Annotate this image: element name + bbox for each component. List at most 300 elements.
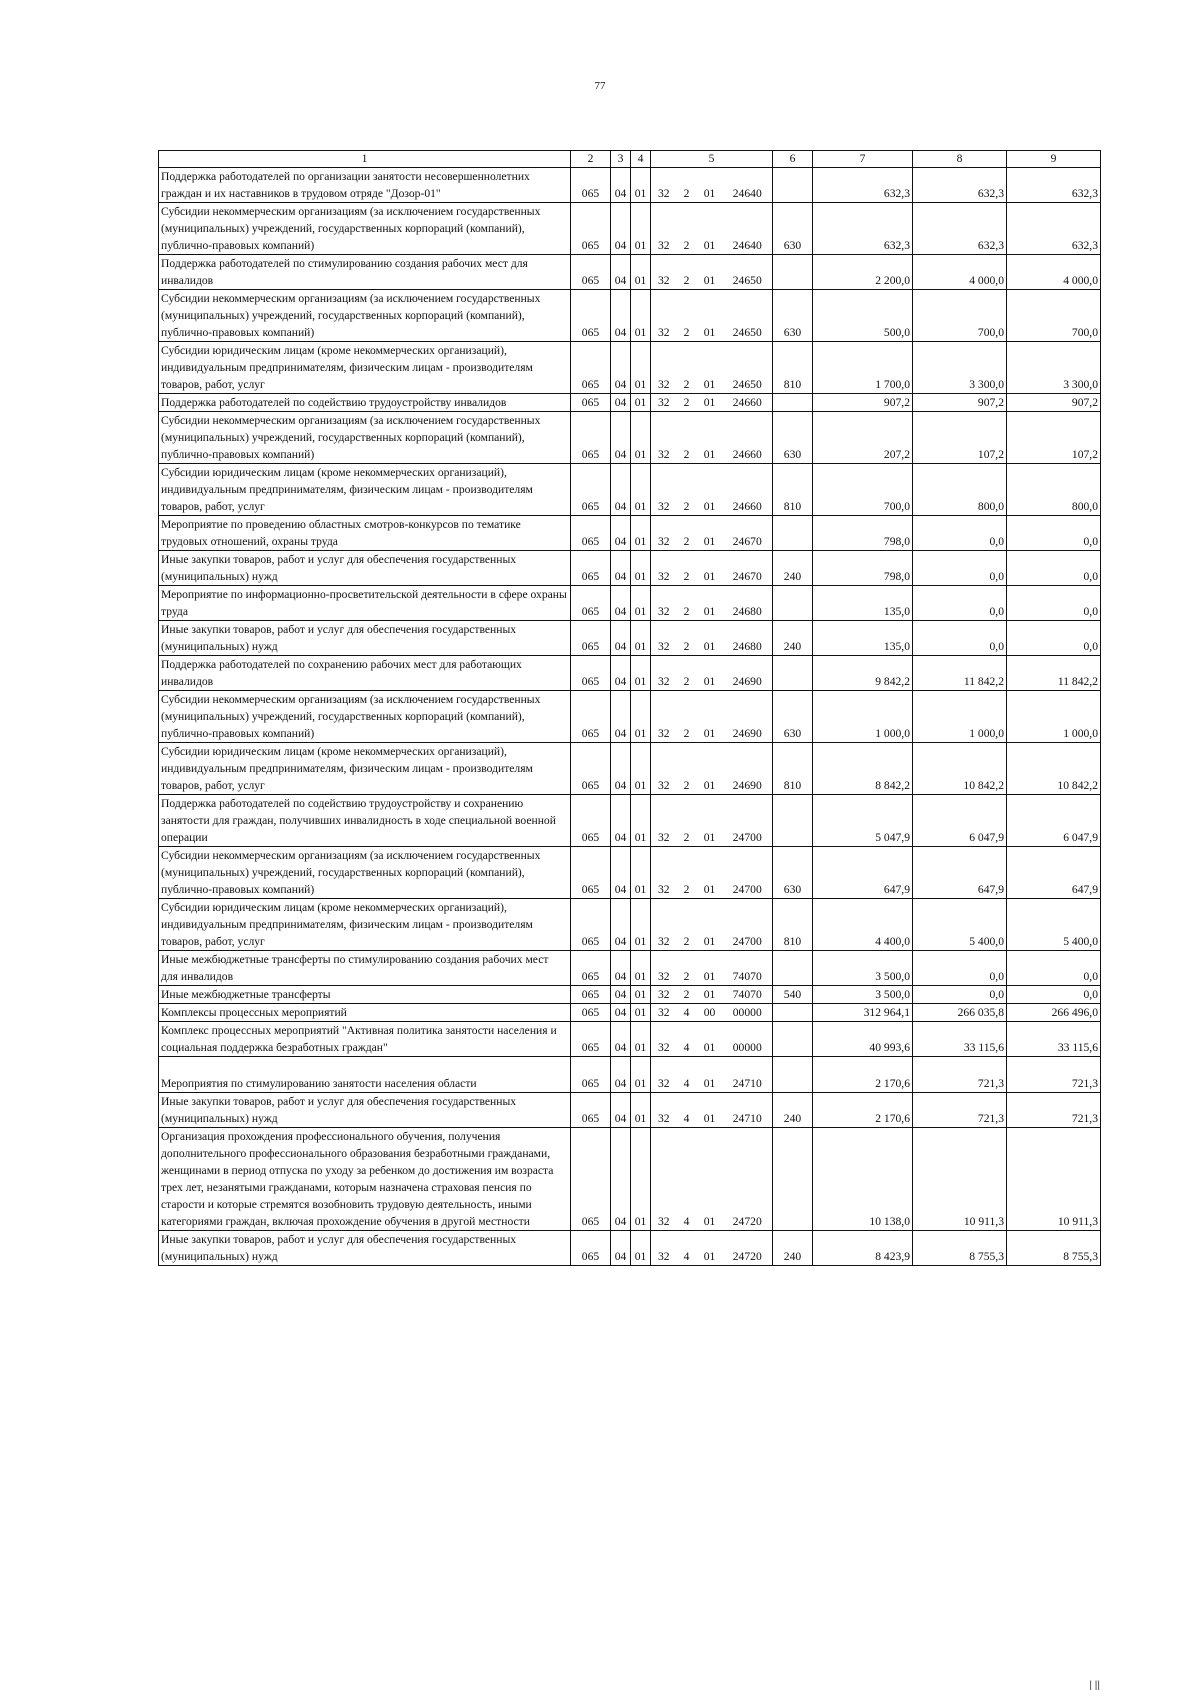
col-direction: 24700	[723, 795, 773, 847]
col-amount-1: 207,2	[813, 412, 913, 464]
header-cell-5: 5	[651, 151, 773, 168]
header-row	[159, 151, 1101, 168]
col-direction: 24660	[723, 394, 773, 412]
col-event: 01	[697, 656, 723, 691]
header-cell-6: 6	[773, 151, 813, 168]
col-amount-2: 800,0	[913, 464, 1007, 516]
col-event: 01	[697, 899, 723, 951]
budget-table	[158, 150, 1101, 1266]
col-expense-type	[773, 586, 813, 621]
budget-table-wrap	[158, 150, 1101, 1266]
col-subsection: 01	[631, 516, 651, 551]
row-description: Субсидии юридическим лицам (кроме некоммерческих организаций), индивидуальным предпринимателям, физическим лицам - производителям товаров, работ, услуг	[159, 464, 571, 516]
col-amount-3: 647,9	[1007, 847, 1101, 899]
col-subprogram: 2	[677, 394, 697, 412]
col-direction: 00000	[723, 1004, 773, 1022]
col-subprogram: 2	[677, 691, 697, 743]
col-subsection: 01	[631, 342, 651, 394]
col-amount-1: 312 964,1	[813, 1004, 913, 1022]
col-amount-3: 4 000,0	[1007, 255, 1101, 290]
col-program: 32	[651, 551, 677, 586]
header-cell-2: 2	[571, 151, 611, 168]
col-section: 04	[611, 255, 631, 290]
col-program: 32	[651, 1022, 677, 1057]
col-subsection: 01	[631, 168, 651, 203]
col-amount-2: 4 000,0	[913, 255, 1007, 290]
header-cell-8: 8	[913, 151, 1007, 168]
row-description: Поддержка работодателей по содействию трудоустройству и сохранению занятости для граждан, получивших инвалидность в ходе специальной военной операции	[159, 795, 571, 847]
col-event: 01	[697, 743, 723, 795]
col-section: 04	[611, 464, 631, 516]
col-amount-3: 800,0	[1007, 464, 1101, 516]
col-expense-type	[773, 255, 813, 290]
col-section: 04	[611, 621, 631, 656]
col-event: 01	[697, 516, 723, 551]
col-subprogram: 2	[677, 464, 697, 516]
col-expense-type	[773, 394, 813, 412]
col-amount-3: 721,3	[1007, 1057, 1101, 1093]
col-expense-type	[773, 1022, 813, 1057]
col-subsection: 01	[631, 1231, 651, 1266]
col-amount-1: 135,0	[813, 621, 913, 656]
col-admin-code: 065	[571, 412, 611, 464]
col-section: 04	[611, 1004, 631, 1022]
col-amount-3: 8 755,3	[1007, 1231, 1101, 1266]
col-program: 32	[651, 1004, 677, 1022]
col-amount-1: 2 170,6	[813, 1093, 913, 1128]
col-section: 04	[611, 412, 631, 464]
col-section: 04	[611, 551, 631, 586]
col-amount-1: 8 842,2	[813, 743, 913, 795]
col-program: 32	[651, 986, 677, 1004]
col-amount-3: 5 400,0	[1007, 899, 1101, 951]
col-amount-1: 5 047,9	[813, 795, 913, 847]
col-program: 32	[651, 899, 677, 951]
col-subprogram: 2	[677, 290, 697, 342]
col-amount-1: 1 700,0	[813, 342, 913, 394]
col-amount-2: 6 047,9	[913, 795, 1007, 847]
col-event: 01	[697, 795, 723, 847]
col-subprogram: 2	[677, 255, 697, 290]
col-subprogram: 4	[677, 1231, 697, 1266]
col-admin-code: 065	[571, 1093, 611, 1128]
col-section: 04	[611, 168, 631, 203]
col-amount-3: 1 000,0	[1007, 691, 1101, 743]
col-subsection: 01	[631, 255, 651, 290]
col-subprogram: 2	[677, 412, 697, 464]
col-amount-2: 3 300,0	[913, 342, 1007, 394]
col-expense-type: 810	[773, 899, 813, 951]
row-description: Иные закупки товаров, работ и услуг для обеспечения государственных (муниципальных) нужд	[159, 1093, 571, 1128]
table-row	[159, 621, 1101, 656]
col-event: 01	[697, 168, 723, 203]
table-row	[159, 1004, 1101, 1022]
col-direction: 00000	[723, 1022, 773, 1057]
col-amount-1: 40 993,6	[813, 1022, 913, 1057]
col-section: 04	[611, 743, 631, 795]
col-subprogram: 2	[677, 743, 697, 795]
row-description: Мероприятие по проведению областных смотров-конкурсов по тематике трудовых отношений, охраны труда	[159, 516, 571, 551]
table-row	[159, 1093, 1101, 1128]
col-amount-2: 10 911,3	[913, 1128, 1007, 1231]
col-program: 32	[651, 516, 677, 551]
col-subprogram: 4	[677, 1057, 697, 1093]
col-direction: 74070	[723, 951, 773, 986]
col-direction: 24690	[723, 656, 773, 691]
col-subprogram: 2	[677, 951, 697, 986]
col-program: 32	[651, 203, 677, 255]
col-amount-3: 721,3	[1007, 1093, 1101, 1128]
row-description: Иные межбюджетные трансферты	[159, 986, 571, 1004]
page-number: 77	[594, 80, 606, 92]
col-section: 04	[611, 899, 631, 951]
row-description: Иные межбюджетные трансферты по стимулированию создания рабочих мест для инвалидов	[159, 951, 571, 986]
col-amount-1: 632,3	[813, 203, 913, 255]
col-amount-2: 647,9	[913, 847, 1007, 899]
header-cell-9: 9	[1007, 151, 1101, 168]
row-description: Иные закупки товаров, работ и услуг для обеспечения государственных (муниципальных) нужд	[159, 551, 571, 586]
col-subsection: 01	[631, 464, 651, 516]
col-expense-type: 630	[773, 203, 813, 255]
col-subprogram: 2	[677, 203, 697, 255]
col-program: 32	[651, 290, 677, 342]
col-subsection: 01	[631, 1004, 651, 1022]
col-subprogram: 2	[677, 795, 697, 847]
col-admin-code: 065	[571, 203, 611, 255]
row-description: Субсидии юридическим лицам (кроме некоммерческих организаций), индивидуальным предпринимателям, физическим лицам - производителям товаров, работ, услуг	[159, 899, 571, 951]
col-section: 04	[611, 847, 631, 899]
col-subprogram: 2	[677, 168, 697, 203]
col-subsection: 01	[631, 1057, 651, 1093]
col-section: 04	[611, 586, 631, 621]
col-section: 04	[611, 691, 631, 743]
row-description: Комплексы процессных мероприятий	[159, 1004, 571, 1022]
col-program: 32	[651, 621, 677, 656]
table-row	[159, 203, 1101, 255]
col-amount-2: 33 115,6	[913, 1022, 1007, 1057]
table-body	[159, 151, 1101, 1266]
table-row	[159, 551, 1101, 586]
col-subprogram: 2	[677, 986, 697, 1004]
col-program: 32	[651, 464, 677, 516]
col-subsection: 01	[631, 743, 651, 795]
table-row	[159, 795, 1101, 847]
col-expense-type: 630	[773, 847, 813, 899]
table-row	[159, 1128, 1101, 1231]
table-row	[159, 290, 1101, 342]
col-expense-type	[773, 1057, 813, 1093]
col-subsection: 01	[631, 1128, 651, 1231]
col-expense-type: 810	[773, 342, 813, 394]
row-description: Субсидии юридическим лицам (кроме некоммерческих организаций), индивидуальным предпринимателям, физическим лицам - производителям товаров, работ, услуг	[159, 342, 571, 394]
col-subprogram: 4	[677, 1022, 697, 1057]
col-expense-type: 630	[773, 412, 813, 464]
col-program: 32	[651, 1057, 677, 1093]
col-subsection: 01	[631, 986, 651, 1004]
col-amount-3: 266 496,0	[1007, 1004, 1101, 1022]
col-event: 01	[697, 1093, 723, 1128]
col-section: 04	[611, 394, 631, 412]
col-amount-2: 5 400,0	[913, 899, 1007, 951]
table-row	[159, 743, 1101, 795]
header-cell-1: 1	[159, 151, 571, 168]
col-amount-3: 6 047,9	[1007, 795, 1101, 847]
col-amount-1: 2 170,6	[813, 1057, 913, 1093]
col-admin-code: 065	[571, 986, 611, 1004]
col-program: 32	[651, 1231, 677, 1266]
col-subsection: 01	[631, 899, 651, 951]
row-description: Поддержка работодателей по организации занятости несовершеннолетних граждан и их наставников в трудовом отряде "Дозор-01"	[159, 168, 571, 203]
col-amount-2: 0,0	[913, 986, 1007, 1004]
col-amount-3: 907,2	[1007, 394, 1101, 412]
col-expense-type: 810	[773, 464, 813, 516]
col-amount-3: 632,3	[1007, 203, 1101, 255]
col-expense-type	[773, 656, 813, 691]
col-amount-3: 11 842,2	[1007, 656, 1101, 691]
col-program: 32	[651, 412, 677, 464]
col-admin-code: 065	[571, 290, 611, 342]
col-program: 32	[651, 795, 677, 847]
col-subsection: 01	[631, 412, 651, 464]
col-section: 04	[611, 1128, 631, 1231]
col-expense-type: 240	[773, 1093, 813, 1128]
col-event: 01	[697, 203, 723, 255]
col-amount-1: 632,3	[813, 168, 913, 203]
col-event: 01	[697, 551, 723, 586]
col-subprogram: 2	[677, 342, 697, 394]
col-expense-type	[773, 168, 813, 203]
col-event: 01	[697, 586, 723, 621]
col-direction: 24660	[723, 464, 773, 516]
col-amount-2: 1 000,0	[913, 691, 1007, 743]
col-amount-2: 0,0	[913, 951, 1007, 986]
table-row	[159, 1231, 1101, 1266]
table-row	[159, 586, 1101, 621]
col-direction: 24690	[723, 691, 773, 743]
col-subprogram: 4	[677, 1128, 697, 1231]
col-amount-1: 2 200,0	[813, 255, 913, 290]
col-subsection: 01	[631, 203, 651, 255]
col-event: 01	[697, 342, 723, 394]
col-amount-3: 0,0	[1007, 516, 1101, 551]
col-program: 32	[651, 586, 677, 621]
col-amount-1: 798,0	[813, 551, 913, 586]
row-description: Поддержка работодателей по стимулированию создания рабочих мест для инвалидов	[159, 255, 571, 290]
col-admin-code: 065	[571, 586, 611, 621]
col-amount-3: 10 911,3	[1007, 1128, 1101, 1231]
row-description: Субсидии некоммерческим организациям (за исключением государственных (муниципальных) учреждений, государственных корпораций (компаний), публично-правовых компаний)	[159, 691, 571, 743]
col-amount-1: 135,0	[813, 586, 913, 621]
col-admin-code: 065	[571, 795, 611, 847]
table-row	[159, 342, 1101, 394]
col-direction: 24720	[723, 1128, 773, 1231]
col-subprogram: 2	[677, 516, 697, 551]
col-expense-type	[773, 1004, 813, 1022]
row-description: Поддержка работодателей по сохранению рабочих мест для работающих инвалидов	[159, 656, 571, 691]
col-direction: 24700	[723, 847, 773, 899]
col-program: 32	[651, 951, 677, 986]
col-direction: 24710	[723, 1093, 773, 1128]
col-program: 32	[651, 656, 677, 691]
col-amount-1: 1 000,0	[813, 691, 913, 743]
col-expense-type: 240	[773, 551, 813, 586]
col-event: 01	[697, 464, 723, 516]
col-event: 01	[697, 255, 723, 290]
col-event: 01	[697, 1128, 723, 1231]
col-program: 32	[651, 168, 677, 203]
col-program: 32	[651, 743, 677, 795]
col-section: 04	[611, 986, 631, 1004]
col-admin-code: 065	[571, 691, 611, 743]
row-description: Субсидии некоммерческим организациям (за исключением государственных (муниципальных) учреждений, государственных корпораций (компаний), публично-правовых компаний)	[159, 290, 571, 342]
table-row	[159, 656, 1101, 691]
col-amount-1: 798,0	[813, 516, 913, 551]
col-program: 32	[651, 847, 677, 899]
header-cell-3: 3	[611, 151, 631, 168]
row-description: Иные закупки товаров, работ и услуг для обеспечения государственных (муниципальных) нужд	[159, 1231, 571, 1266]
col-event: 01	[697, 691, 723, 743]
col-expense-type	[773, 795, 813, 847]
col-subsection: 01	[631, 1022, 651, 1057]
col-subsection: 01	[631, 551, 651, 586]
col-direction: 24680	[723, 621, 773, 656]
col-amount-1: 9 842,2	[813, 656, 913, 691]
col-amount-2: 0,0	[913, 551, 1007, 586]
table-row	[159, 986, 1101, 1004]
col-section: 04	[611, 203, 631, 255]
table-row	[159, 394, 1101, 412]
row-description: Субсидии некоммерческим организациям (за исключением государственных (муниципальных) учреждений, государственных корпораций (компаний), публично-правовых компаний)	[159, 203, 571, 255]
col-amount-1: 700,0	[813, 464, 913, 516]
col-expense-type: 810	[773, 743, 813, 795]
table-row	[159, 412, 1101, 464]
col-program: 32	[651, 691, 677, 743]
col-expense-type	[773, 951, 813, 986]
col-subsection: 01	[631, 691, 651, 743]
table-row	[159, 691, 1101, 743]
col-admin-code: 065	[571, 743, 611, 795]
col-section: 04	[611, 290, 631, 342]
col-amount-2: 907,2	[913, 394, 1007, 412]
col-direction: 24670	[723, 516, 773, 551]
row-description: Комплекс процессных мероприятий "Активная политика занятости населения и социальная поддержка безработных граждан"	[159, 1022, 571, 1057]
col-amount-3: 33 115,6	[1007, 1022, 1101, 1057]
col-admin-code: 065	[571, 255, 611, 290]
table-row	[159, 899, 1101, 951]
col-direction: 24710	[723, 1057, 773, 1093]
table-row	[159, 951, 1101, 986]
table-row	[159, 1057, 1101, 1093]
col-amount-2: 10 842,2	[913, 743, 1007, 795]
col-direction: 24640	[723, 168, 773, 203]
col-section: 04	[611, 516, 631, 551]
row-description: Иные закупки товаров, работ и услуг для обеспечения государственных (муниципальных) нужд	[159, 621, 571, 656]
col-direction: 24670	[723, 551, 773, 586]
col-amount-3: 10 842,2	[1007, 743, 1101, 795]
col-event: 01	[697, 1231, 723, 1266]
col-direction: 24650	[723, 342, 773, 394]
col-section: 04	[611, 795, 631, 847]
footer-scan-mark: | ||	[1089, 1680, 1100, 1691]
col-subprogram: 2	[677, 551, 697, 586]
col-amount-2: 721,3	[913, 1057, 1007, 1093]
col-subprogram: 2	[677, 586, 697, 621]
col-event: 01	[697, 621, 723, 656]
table-row	[159, 168, 1101, 203]
col-program: 32	[651, 342, 677, 394]
col-expense-type: 630	[773, 691, 813, 743]
col-direction: 24700	[723, 899, 773, 951]
col-amount-3: 0,0	[1007, 621, 1101, 656]
table-row	[159, 1022, 1101, 1057]
col-program: 32	[651, 394, 677, 412]
col-amount-3: 3 300,0	[1007, 342, 1101, 394]
col-direction: 24720	[723, 1231, 773, 1266]
col-amount-2: 11 842,2	[913, 656, 1007, 691]
row-description: Субсидии юридическим лицам (кроме некоммерческих организаций), индивидуальным предпринимателям, физическим лицам - производителям товаров, работ, услуг	[159, 743, 571, 795]
col-direction: 24680	[723, 586, 773, 621]
col-section: 04	[611, 656, 631, 691]
col-subprogram: 2	[677, 847, 697, 899]
col-expense-type: 630	[773, 290, 813, 342]
col-amount-3: 0,0	[1007, 986, 1101, 1004]
col-direction: 24650	[723, 290, 773, 342]
row-description: Субсидии некоммерческим организациям (за исключением государственных (муниципальных) учреждений, государственных корпораций (компаний), публично-правовых компаний)	[159, 412, 571, 464]
col-direction: 24660	[723, 412, 773, 464]
col-amount-1: 647,9	[813, 847, 913, 899]
col-subprogram: 2	[677, 656, 697, 691]
col-section: 04	[611, 342, 631, 394]
col-subprogram: 4	[677, 1093, 697, 1128]
col-amount-2: 107,2	[913, 412, 1007, 464]
col-amount-2: 0,0	[913, 621, 1007, 656]
col-admin-code: 065	[571, 899, 611, 951]
col-event: 01	[697, 394, 723, 412]
row-description: Организация прохождения профессионального обучения, получения дополнительного профессионального образования безработными гражданами, женщинами в период отпуска по уходу за ребенком до достижения им возраста трех лет, незанятыми гражданами, которым назначена страховая пенсия по старости и которые стремятся возобновить трудовую деятельность, иными категориями граждан, включая прохождение обучения в другой местности	[159, 1128, 571, 1231]
col-event: 01	[697, 986, 723, 1004]
col-amount-2: 0,0	[913, 516, 1007, 551]
col-section: 04	[611, 1093, 631, 1128]
col-direction: 24690	[723, 743, 773, 795]
col-subsection: 01	[631, 951, 651, 986]
col-subsection: 01	[631, 795, 651, 847]
col-admin-code: 065	[571, 1004, 611, 1022]
col-event: 01	[697, 1057, 723, 1093]
header-cell-4: 4	[631, 151, 651, 168]
col-amount-2: 8 755,3	[913, 1231, 1007, 1266]
col-admin-code: 065	[571, 1057, 611, 1093]
col-amount-1: 3 500,0	[813, 986, 913, 1004]
col-amount-1: 8 423,9	[813, 1231, 913, 1266]
col-expense-type	[773, 516, 813, 551]
col-program: 32	[651, 1093, 677, 1128]
col-amount-1: 10 138,0	[813, 1128, 913, 1231]
col-subprogram: 4	[677, 1004, 697, 1022]
col-amount-2: 632,3	[913, 203, 1007, 255]
col-subsection: 01	[631, 290, 651, 342]
col-direction: 74070	[723, 986, 773, 1004]
row-description: Мероприятие по информационно-просветительской деятельности в сфере охраны труда	[159, 586, 571, 621]
col-program: 32	[651, 255, 677, 290]
header-cell-7: 7	[813, 151, 913, 168]
col-section: 04	[611, 951, 631, 986]
col-expense-type: 240	[773, 1231, 813, 1266]
col-admin-code: 065	[571, 464, 611, 516]
col-event: 01	[697, 847, 723, 899]
col-section: 04	[611, 1022, 631, 1057]
row-description: Поддержка работодателей по содействию трудоустройству инвалидов	[159, 394, 571, 412]
row-description: Мероприятия по стимулированию занятости населения области	[159, 1057, 571, 1093]
